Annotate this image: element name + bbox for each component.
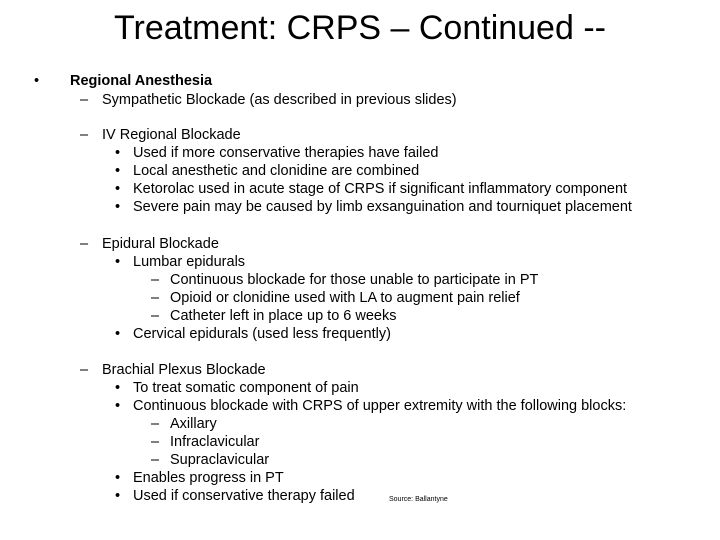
brachial-plexus-label: Brachial Plexus Blockade xyxy=(102,362,266,378)
bullet-icon: • xyxy=(115,380,121,396)
list-item: Continuous blockade with CRPS of upper extremity with the following blocks: xyxy=(133,398,627,414)
block-item: Supraclavicular xyxy=(170,452,270,468)
dash-marker: – xyxy=(80,236,89,252)
sympathetic-blockade: Sympathetic Blockade (as described in previous slides) xyxy=(102,92,457,108)
source-citation: Source: Ballantyne xyxy=(389,496,448,503)
bullet-icon: • xyxy=(115,145,121,161)
block-item: Axillary xyxy=(170,416,217,432)
list-item: Continuous blockade for those unable to participate in PT xyxy=(170,272,539,288)
dash-marker: – xyxy=(80,92,89,108)
list-item: Used if conservative therapy failed xyxy=(133,488,355,504)
bullet-icon: • xyxy=(115,199,121,215)
dash-marker: – xyxy=(151,272,160,288)
section-heading: Regional Anesthesia xyxy=(70,73,213,89)
bullet-icon: • xyxy=(115,470,121,486)
dash-marker: – xyxy=(151,290,160,306)
epidural-blockade-label: Epidural Blockade xyxy=(102,236,219,252)
list-item: To treat somatic component of pain xyxy=(133,380,359,396)
dash-marker: – xyxy=(151,308,160,324)
dash-marker: – xyxy=(80,127,89,143)
bullet-icon: • xyxy=(115,326,121,342)
slide-title: Treatment: CRPS – Continued -- xyxy=(114,9,606,47)
list-item: Catheter left in place up to 6 weeks xyxy=(170,308,397,324)
lumbar-epidurals: Lumbar epidurals xyxy=(133,254,246,270)
bullet-icon: • xyxy=(115,254,121,270)
block-item: Infraclavicular xyxy=(170,434,260,450)
dash-marker: – xyxy=(80,362,89,378)
list-item: Enables progress in PT xyxy=(133,470,284,486)
bullet-icon: • xyxy=(115,181,121,197)
list-item: Severe pain may be caused by limb exsanguination and tourniquet placement xyxy=(133,199,632,215)
bullet-icon: • xyxy=(34,73,40,89)
list-item: Opioid or clonidine used with LA to augment pain relief xyxy=(170,290,520,306)
list-item: Local anesthetic and clonidine are combined xyxy=(133,163,420,179)
dash-marker: – xyxy=(151,452,160,468)
cervical-epidurals: Cervical epidurals (used less frequently) xyxy=(133,326,391,342)
bullet-icon: • xyxy=(115,488,121,504)
list-item: Used if more conservative therapies have failed xyxy=(133,145,439,161)
dash-marker: – xyxy=(151,434,160,450)
list-item: Ketorolac used in acute stage of CRPS if significant inflammatory component xyxy=(133,181,628,197)
bullet-icon: • xyxy=(115,163,121,179)
dash-marker: – xyxy=(151,416,160,432)
bullet-icon: • xyxy=(115,398,121,414)
iv-blockade-label: IV Regional Blockade xyxy=(102,127,241,143)
